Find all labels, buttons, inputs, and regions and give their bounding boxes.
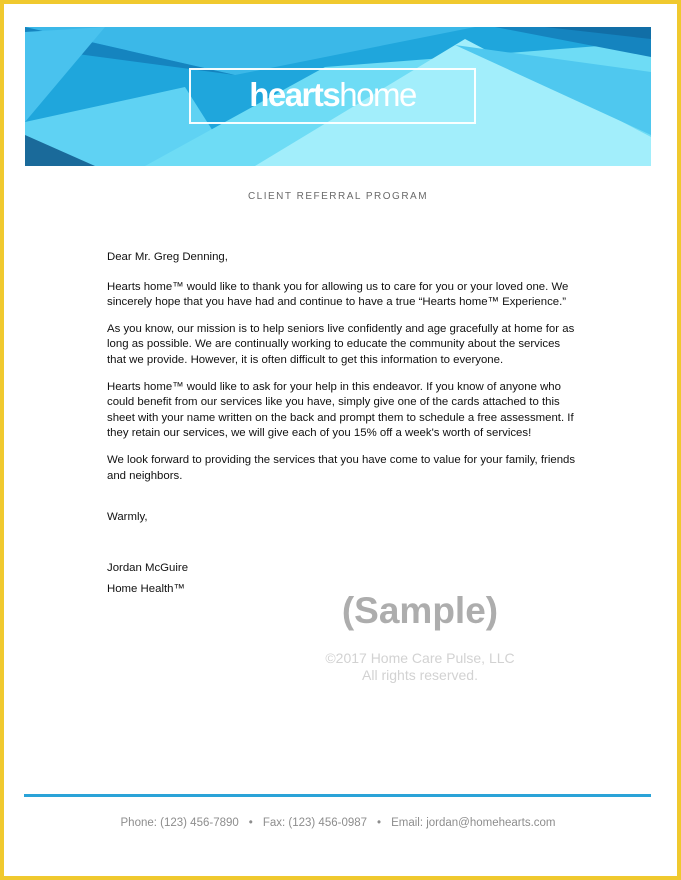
letter-page <box>4 4 677 876</box>
footer-separator: • <box>248 817 253 829</box>
footer-separator: • <box>377 817 382 829</box>
sample-watermark: (Sample) <box>341 590 499 631</box>
letter-body <box>107 250 577 600</box>
copyright-notice <box>274 650 566 684</box>
closing: Warmly, <box>107 511 148 524</box>
paragraph-thanks: Hearts home™ would like to thank you for allowing us to care for you or your loved one. We sincerely hope that you have had and continue to have a true “Hearts home™ Experience.” <box>107 280 569 309</box>
footer-divider <box>24 794 651 797</box>
salutation: Dear Mr. Greg Denning, <box>107 251 228 263</box>
header-banner <box>25 27 651 166</box>
footer-email: Email: jordan@homehearts.com <box>391 817 556 829</box>
program-title: CLIENT REFERRAL PROGRAM <box>247 191 429 202</box>
paragraph-referral: Hearts home™ would like to ask for your help in this endeavor. If you know of anyone who could benefit from our services like you have, simply give one of the cards attached to this sheet with your name written on the back and prompt them to schedule a free assessment. If they retain our services, we will give each of you 15% off a week's worth of services! <box>107 380 574 440</box>
copyright-line-2: All rights reserved. <box>362 667 478 683</box>
logo-bold-text: hearts <box>249 75 340 113</box>
contact-footer <box>4 817 672 829</box>
signer-company: Home Health™ <box>107 582 185 595</box>
copyright-line-1: ©2017 Home Care Pulse, LLC <box>325 650 515 666</box>
footer-fax: Fax: (123) 456-0987 <box>262 817 368 829</box>
paragraph-mission: As you know, our mission is to help seniors live confidently and age gracefully at home for as long as possible. We are continually working to educate the community about the services that we provide. However, it is often difficult to get this information to everyone. <box>107 322 575 366</box>
logo-light-text: home <box>339 75 416 113</box>
hearts-home-logo <box>249 75 416 113</box>
logo-frame <box>189 68 476 124</box>
footer-phone: Phone: (123) 456-7890 <box>120 817 239 829</box>
signer-name: Jordan McGuire <box>107 561 189 574</box>
paragraph-closing: We look forward to providing the services that you have come to value for your family, friends and neighbors. <box>107 453 576 482</box>
